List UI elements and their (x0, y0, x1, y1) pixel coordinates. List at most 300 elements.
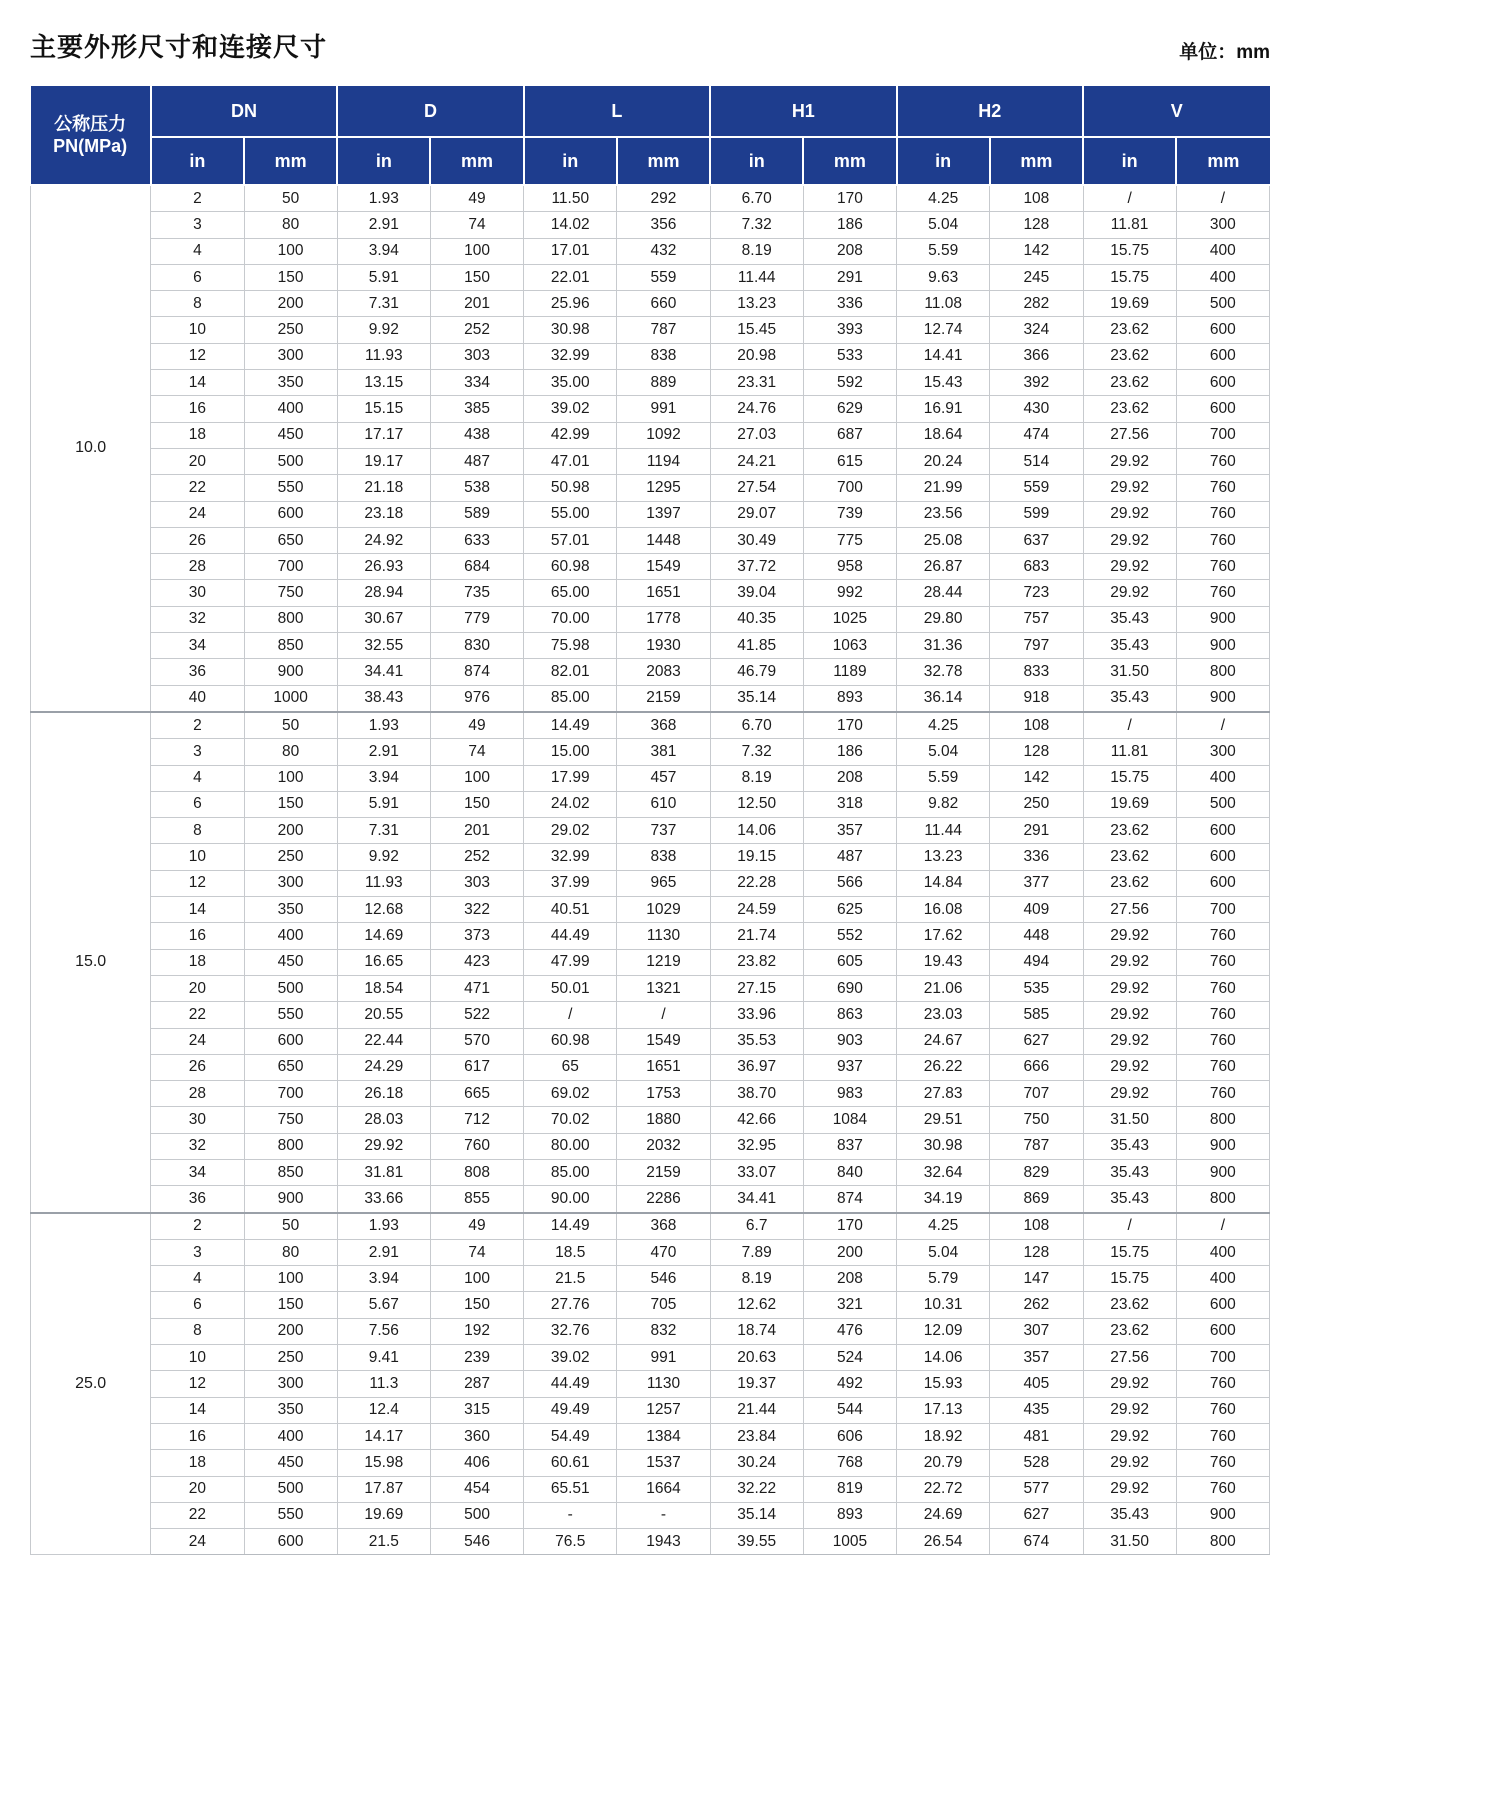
data-cell: 40 (151, 685, 244, 712)
table-row (31, 1081, 1270, 1107)
data-cell: 958 (803, 554, 896, 580)
data-cell: 39.04 (710, 580, 803, 606)
data-cell: 450 (244, 1450, 337, 1476)
data-cell: 760 (1176, 1397, 1269, 1423)
data-cell: 74 (430, 739, 523, 765)
data-cell: 29.92 (1083, 1081, 1176, 1107)
data-cell: 11.3 (337, 1371, 430, 1397)
data-cell: 3.94 (337, 238, 430, 264)
data-cell: 760 (430, 1133, 523, 1159)
data-cell: 29.92 (1083, 949, 1176, 975)
data-cell: 6.7 (710, 1213, 803, 1240)
data-cell: 712 (430, 1107, 523, 1133)
data-cell: 1537 (617, 1450, 710, 1476)
data-cell: 432 (617, 238, 710, 264)
data-cell: 487 (803, 844, 896, 870)
data-cell: 487 (430, 448, 523, 474)
header-dn: DN (151, 86, 337, 137)
data-cell: 21.5 (524, 1266, 617, 1292)
data-cell: 186 (803, 739, 896, 765)
data-cell: 850 (244, 633, 337, 659)
data-cell: 400 (1176, 1266, 1269, 1292)
data-cell: 21.06 (897, 975, 990, 1001)
data-cell: 36.97 (710, 1054, 803, 1080)
data-cell: 39.55 (710, 1529, 803, 1555)
data-cell: 26 (151, 527, 244, 553)
data-cell: 35.43 (1083, 1133, 1176, 1159)
data-cell: 12 (151, 870, 244, 896)
data-cell: 27.15 (710, 975, 803, 1001)
data-cell: 37.72 (710, 554, 803, 580)
data-cell: 24 (151, 501, 244, 527)
data-cell: 35.43 (1083, 606, 1176, 632)
table-row (31, 844, 1270, 870)
data-cell: 44.49 (524, 1371, 617, 1397)
table-row (31, 1371, 1270, 1397)
data-cell: 29.07 (710, 501, 803, 527)
table-row (31, 897, 1270, 923)
data-cell: 26.18 (337, 1081, 430, 1107)
data-cell: 128 (990, 739, 1083, 765)
data-cell: 46.79 (710, 659, 803, 685)
data-cell: 150 (244, 1292, 337, 1318)
data-cell: 760 (1176, 501, 1269, 527)
data-cell: 350 (244, 897, 337, 923)
data-cell: 1753 (617, 1081, 710, 1107)
data-cell: 25.96 (524, 291, 617, 317)
data-cell: 14.17 (337, 1423, 430, 1449)
data-cell: 757 (990, 606, 1083, 632)
data-cell: 34 (151, 633, 244, 659)
data-cell: 760 (1176, 975, 1269, 1001)
table-row (31, 1186, 1270, 1213)
data-cell: / (617, 1002, 710, 1028)
data-cell: 600 (1176, 818, 1269, 844)
table-row (31, 448, 1270, 474)
data-cell: 29.92 (1083, 1450, 1176, 1476)
data-cell: 5.04 (897, 1239, 990, 1265)
data-cell: 29.92 (1083, 1028, 1176, 1054)
data-cell: 1321 (617, 975, 710, 1001)
data-cell: 300 (244, 870, 337, 896)
data-cell: 22.44 (337, 1028, 430, 1054)
data-cell: 700 (244, 554, 337, 580)
data-cell: 29.92 (1083, 1397, 1176, 1423)
table-row (31, 1397, 1270, 1423)
table-row (31, 1028, 1270, 1054)
data-cell: 423 (430, 949, 523, 975)
data-cell: 599 (990, 501, 1083, 527)
data-cell: 7.31 (337, 291, 430, 317)
data-cell: 900 (1176, 1159, 1269, 1185)
data-cell: 17.17 (337, 422, 430, 448)
data-cell: 430 (990, 396, 1083, 422)
data-cell: 1651 (617, 580, 710, 606)
data-cell: 700 (1176, 1345, 1269, 1371)
data-cell: 3.94 (337, 1266, 430, 1292)
data-cell: 19.17 (337, 448, 430, 474)
data-cell: 307 (990, 1318, 1083, 1344)
data-cell: 287 (430, 1371, 523, 1397)
data-cell: 23.56 (897, 501, 990, 527)
data-cell: 1219 (617, 949, 710, 975)
data-cell: 291 (803, 264, 896, 290)
data-cell: 627 (990, 1502, 1083, 1528)
table-row (31, 1159, 1270, 1185)
data-cell: 32.99 (524, 844, 617, 870)
data-cell: 5.59 (897, 238, 990, 264)
data-cell: 7.32 (710, 739, 803, 765)
data-cell: 28.03 (337, 1107, 430, 1133)
data-cell: 10 (151, 317, 244, 343)
data-cell: 16.08 (897, 897, 990, 923)
data-cell: 18.54 (337, 975, 430, 1001)
data-cell: 559 (617, 264, 710, 290)
data-cell: 20.24 (897, 448, 990, 474)
data-cell: 108 (990, 185, 1083, 212)
data-cell: 15.75 (1083, 1239, 1176, 1265)
data-cell: 13.23 (897, 844, 990, 870)
data-cell: 500 (244, 448, 337, 474)
data-cell: 10.31 (897, 1292, 990, 1318)
data-cell: 17.99 (524, 765, 617, 791)
data-cell: 23.62 (1083, 870, 1176, 896)
data-cell: 85.00 (524, 1159, 617, 1185)
data-cell: 903 (803, 1028, 896, 1054)
data-cell: 29.92 (1083, 1002, 1176, 1028)
data-cell: 787 (990, 1133, 1083, 1159)
data-cell: 438 (430, 422, 523, 448)
data-cell: 47.99 (524, 949, 617, 975)
data-cell: 4 (151, 1266, 244, 1292)
data-cell: 250 (244, 1345, 337, 1371)
data-cell: 900 (1176, 1502, 1269, 1528)
data-cell: 65.00 (524, 580, 617, 606)
data-cell: 625 (803, 897, 896, 923)
data-cell: 1943 (617, 1529, 710, 1555)
data-cell: 23.82 (710, 949, 803, 975)
data-cell: 14 (151, 897, 244, 923)
data-cell: 400 (244, 1423, 337, 1449)
subheader-dn-mm: mm (244, 137, 337, 185)
data-cell: 492 (803, 1371, 896, 1397)
data-cell: 21.44 (710, 1397, 803, 1423)
data-cell: 5.91 (337, 791, 430, 817)
data-cell: 29.80 (897, 606, 990, 632)
table-row (31, 923, 1270, 949)
data-cell: 27.56 (1083, 422, 1176, 448)
data-cell: 18 (151, 1450, 244, 1476)
data-cell: 900 (1176, 1133, 1269, 1159)
data-cell: 60.98 (524, 554, 617, 580)
data-cell: 674 (990, 1529, 1083, 1555)
data-cell: 245 (990, 264, 1083, 290)
data-cell: 17.62 (897, 923, 990, 949)
data-cell: 30.24 (710, 1450, 803, 1476)
data-cell: 50.98 (524, 475, 617, 501)
data-cell: 760 (1176, 1028, 1269, 1054)
data-cell: 17.13 (897, 1397, 990, 1423)
data-cell: 2 (151, 712, 244, 739)
data-cell: 14.49 (524, 1213, 617, 1240)
data-cell: 15.75 (1083, 238, 1176, 264)
data-cell: 400 (1176, 264, 1269, 290)
data-cell: 44.49 (524, 923, 617, 949)
data-cell: 684 (430, 554, 523, 580)
data-cell: 36 (151, 1186, 244, 1213)
data-cell: 18.5 (524, 1239, 617, 1265)
data-cell: 700 (1176, 897, 1269, 923)
data-cell: 4 (151, 765, 244, 791)
data-cell: 524 (803, 1345, 896, 1371)
data-cell: 26.87 (897, 554, 990, 580)
data-cell: 552 (803, 923, 896, 949)
data-cell: 400 (1176, 1239, 1269, 1265)
data-cell: 14.41 (897, 343, 990, 369)
data-cell: 700 (803, 475, 896, 501)
data-cell: 522 (430, 1002, 523, 1028)
data-cell: 30.98 (524, 317, 617, 343)
data-cell: 12 (151, 1371, 244, 1397)
table-row (31, 791, 1270, 817)
data-cell: 900 (1176, 606, 1269, 632)
data-cell: 605 (803, 949, 896, 975)
data-cell: 1880 (617, 1107, 710, 1133)
data-cell: 600 (1176, 1292, 1269, 1318)
data-cell: 750 (244, 1107, 337, 1133)
data-cell: 20.98 (710, 343, 803, 369)
data-cell: 18.74 (710, 1318, 803, 1344)
data-cell: 40.51 (524, 897, 617, 923)
data-cell: 18.92 (897, 1423, 990, 1449)
subheader-v-mm: mm (1176, 137, 1269, 185)
data-cell: 600 (1176, 343, 1269, 369)
data-cell: 49 (430, 712, 523, 739)
data-cell: 1549 (617, 554, 710, 580)
data-cell: 393 (803, 317, 896, 343)
data-cell: 28 (151, 1081, 244, 1107)
data-cell: 15.75 (1083, 765, 1176, 791)
data-cell: 150 (430, 1292, 523, 1318)
data-cell: 291 (990, 818, 1083, 844)
data-cell: 28.44 (897, 580, 990, 606)
data-cell: 27.76 (524, 1292, 617, 1318)
data-cell: 3 (151, 212, 244, 238)
header-d: D (337, 86, 523, 137)
data-cell: 29.02 (524, 818, 617, 844)
data-cell: 600 (1176, 1318, 1269, 1344)
table-row (31, 1266, 1270, 1292)
data-cell: 15.93 (897, 1371, 990, 1397)
data-cell: 17.87 (337, 1476, 430, 1502)
data-cell: 12.68 (337, 897, 430, 923)
table-row (31, 1318, 1270, 1344)
table-row (31, 633, 1270, 659)
data-cell: 874 (430, 659, 523, 685)
data-cell: 546 (430, 1529, 523, 1555)
data-cell: 19.37 (710, 1371, 803, 1397)
data-cell: 201 (430, 818, 523, 844)
data-cell: 14.84 (897, 870, 990, 896)
data-cell: 435 (990, 1397, 1083, 1423)
subheader-h1-mm: mm (803, 137, 896, 185)
data-cell: 500 (1176, 791, 1269, 817)
data-cell: 50 (244, 1213, 337, 1240)
data-cell: 37.99 (524, 870, 617, 896)
data-cell: 535 (990, 975, 1083, 1001)
table-row (31, 949, 1270, 975)
data-cell: 32.78 (897, 659, 990, 685)
data-cell: 32 (151, 606, 244, 632)
data-cell: 74 (430, 1239, 523, 1265)
data-cell: 38.70 (710, 1081, 803, 1107)
data-cell: 31.50 (1083, 1107, 1176, 1133)
data-cell: 600 (1176, 844, 1269, 870)
data-cell: 6 (151, 791, 244, 817)
data-cell: 54.49 (524, 1423, 617, 1449)
data-cell: 24 (151, 1529, 244, 1555)
data-cell: 18 (151, 949, 244, 975)
table-row (31, 1107, 1270, 1133)
data-cell: 11.44 (710, 264, 803, 290)
data-cell: 9.41 (337, 1345, 430, 1371)
data-cell: 27.83 (897, 1081, 990, 1107)
data-cell: 14.02 (524, 212, 617, 238)
data-cell: 5.67 (337, 1292, 430, 1318)
table-row (31, 1450, 1270, 1476)
subheader-d-in: in (337, 137, 430, 185)
data-cell: 368 (617, 1213, 710, 1240)
data-cell: 324 (990, 317, 1083, 343)
data-cell: 800 (1176, 1186, 1269, 1213)
data-cell: 27.56 (1083, 897, 1176, 923)
data-cell: 27.54 (710, 475, 803, 501)
data-cell: 150 (244, 264, 337, 290)
data-cell: 31.81 (337, 1159, 430, 1185)
data-cell: 29.92 (337, 1133, 430, 1159)
data-cell: 600 (1176, 396, 1269, 422)
table-row (31, 1292, 1270, 1318)
data-cell: 321 (803, 1292, 896, 1318)
data-cell: 20 (151, 975, 244, 1001)
data-cell: 559 (990, 475, 1083, 501)
data-cell: 29.92 (1083, 975, 1176, 1001)
table-row (31, 606, 1270, 632)
data-cell: 14 (151, 370, 244, 396)
data-cell: 23.62 (1083, 396, 1176, 422)
table-body (31, 185, 1270, 1555)
data-cell: 29.51 (897, 1107, 990, 1133)
data-cell: 11.93 (337, 343, 430, 369)
data-cell: 11.93 (337, 870, 430, 896)
table-row (31, 554, 1270, 580)
data-cell: 3 (151, 1239, 244, 1265)
data-cell: / (1083, 712, 1176, 739)
data-cell: 40.35 (710, 606, 803, 632)
data-cell: 100 (244, 1266, 337, 1292)
data-cell: 965 (617, 870, 710, 896)
data-cell: 779 (430, 606, 523, 632)
data-cell: 11.50 (524, 185, 617, 212)
data-cell: 23.62 (1083, 818, 1176, 844)
data-cell: 800 (244, 1133, 337, 1159)
data-cell: 30 (151, 1107, 244, 1133)
data-cell: 12.4 (337, 1397, 430, 1423)
data-cell: 27.56 (1083, 1345, 1176, 1371)
data-cell: 34.19 (897, 1186, 990, 1213)
data-cell: 15.43 (897, 370, 990, 396)
data-cell: 650 (244, 527, 337, 553)
data-cell: 1.93 (337, 185, 430, 212)
data-cell: 350 (244, 370, 337, 396)
data-cell: 538 (430, 475, 523, 501)
data-cell: 775 (803, 527, 896, 553)
data-cell: 1549 (617, 1028, 710, 1054)
data-cell: 27.03 (710, 422, 803, 448)
header-l: L (524, 86, 710, 137)
data-cell: - (524, 1502, 617, 1528)
data-cell: 334 (430, 370, 523, 396)
data-cell: 23.62 (1083, 317, 1176, 343)
subheader-l-mm: mm (617, 137, 710, 185)
table-head (31, 86, 1270, 185)
data-cell: 80 (244, 212, 337, 238)
data-cell: 481 (990, 1423, 1083, 1449)
data-cell: 76.5 (524, 1529, 617, 1555)
data-cell: 75.98 (524, 633, 617, 659)
data-cell: 735 (430, 580, 523, 606)
data-cell: 336 (990, 844, 1083, 870)
data-cell: 19.69 (1083, 291, 1176, 317)
data-cell: 600 (1176, 370, 1269, 396)
data-cell: 830 (430, 633, 523, 659)
data-cell: 1063 (803, 633, 896, 659)
data-cell: 22 (151, 1002, 244, 1028)
data-cell: 69.02 (524, 1081, 617, 1107)
data-cell: 705 (617, 1292, 710, 1318)
data-cell: 29.92 (1083, 580, 1176, 606)
data-cell: 29.92 (1083, 923, 1176, 949)
data-cell: 108 (990, 1213, 1083, 1240)
data-cell: 28.94 (337, 580, 430, 606)
data-cell: 262 (990, 1292, 1083, 1318)
data-cell: 768 (803, 1450, 896, 1476)
data-cell: 10 (151, 1345, 244, 1371)
data-cell: 12.50 (710, 791, 803, 817)
data-cell: 450 (244, 949, 337, 975)
data-cell: 22 (151, 1502, 244, 1528)
data-cell: 11.81 (1083, 212, 1176, 238)
data-cell: 760 (1176, 1476, 1269, 1502)
data-cell: 760 (1176, 1081, 1269, 1107)
data-cell: 937 (803, 1054, 896, 1080)
data-cell: 29.92 (1083, 527, 1176, 553)
data-cell: 5.91 (337, 264, 430, 290)
data-cell: 14 (151, 1397, 244, 1423)
data-cell: 300 (1176, 739, 1269, 765)
data-cell: 70.00 (524, 606, 617, 632)
data-cell: 6 (151, 1292, 244, 1318)
data-cell: 208 (803, 1266, 896, 1292)
data-cell: 900 (1176, 685, 1269, 712)
data-cell: 368 (617, 712, 710, 739)
data-cell: 282 (990, 291, 1083, 317)
data-cell: 1000 (244, 685, 337, 712)
data-cell: 26.54 (897, 1529, 990, 1555)
data-cell: 20 (151, 448, 244, 474)
data-cell: 29.92 (1083, 448, 1176, 474)
data-cell: 23.62 (1083, 1318, 1176, 1344)
